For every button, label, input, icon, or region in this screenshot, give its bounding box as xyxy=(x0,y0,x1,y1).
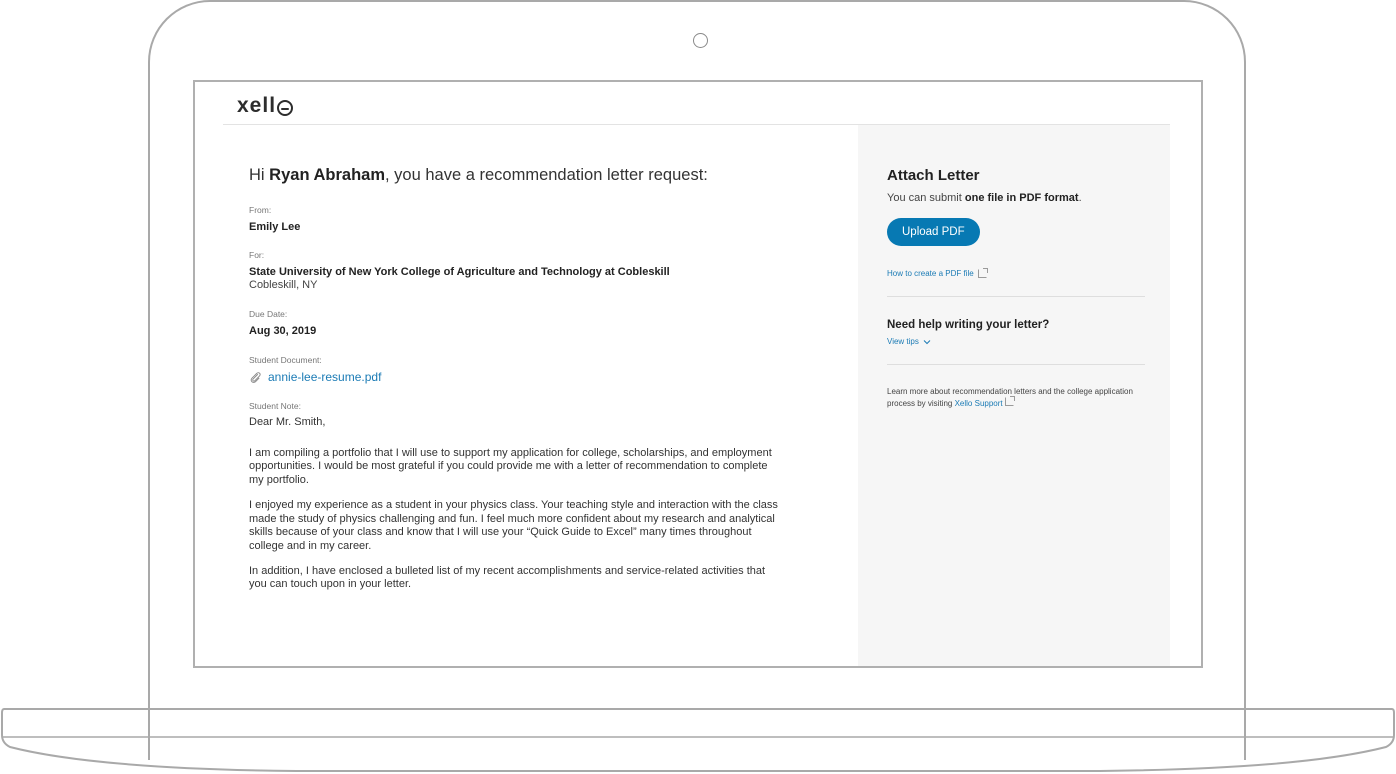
view-tips-toggle[interactable]: View tips xyxy=(887,337,1145,346)
help-title: Need help writing your letter? xyxy=(887,319,1050,331)
for-location: Cobleskill, NY xyxy=(249,279,318,291)
camera-icon xyxy=(693,33,708,48)
app-screen xyxy=(193,80,1203,668)
xello-logo[interactable]: xell xyxy=(237,94,293,118)
note-paragraph: I am compiling a portfolio that I will use to support my application for college, scholarships, and employment opportunities. I would be most grateful if you could provide me with a letter of recommendation to complete my portfolio. xyxy=(249,446,772,487)
student-note-label: Student Note: xyxy=(249,401,301,411)
learn-more-text: Learn more about recommendation letters and the college application process by visiting Xello Support xyxy=(887,387,1133,408)
note-paragraph: I enjoyed my experience as a student in your physics class. Your teaching style and interaction with the class made the study of physics challenging and fun. I feel much more confident about my research and analytical skills because of your class and know that I will use your “Quick Guide to Excel” many times throughout college and in my career. xyxy=(249,498,778,552)
laptop-base xyxy=(0,707,1396,773)
attach-description: You can submit one file in PDF format. xyxy=(887,192,1082,204)
upload-pdf-button[interactable]: Upload PDF xyxy=(887,218,980,246)
how-to-create-pdf-link[interactable]: How to create a PDF file xyxy=(887,269,1145,278)
external-link-icon xyxy=(978,269,987,278)
divider xyxy=(887,296,1145,297)
external-link-icon xyxy=(1005,397,1014,406)
note-paragraph: In addition, I have enclosed a bulleted list of my recent accomplishments and service-related activities that you can touch upon in your letter. xyxy=(249,564,766,591)
attach-title: Attach Letter xyxy=(887,167,980,184)
due-date-label: Due Date: xyxy=(249,309,288,319)
note-paragraph: Dear Mr. Smith, xyxy=(249,416,326,428)
due-date-value: Aug 30, 2019 xyxy=(249,325,317,337)
from-value: Emily Lee xyxy=(249,221,301,233)
xello-support-link[interactable]: Xello Support xyxy=(954,399,1003,408)
chevron-down-icon xyxy=(923,339,931,345)
logo-o-icon xyxy=(277,100,293,116)
greeting: Hi Ryan Abraham, you have a recommendation letter request: xyxy=(249,166,708,184)
attach-panel xyxy=(858,125,1170,668)
divider xyxy=(887,364,1145,365)
student-document-link[interactable]: annie-lee-resume.pdf xyxy=(249,370,779,384)
student-note xyxy=(249,416,779,592)
paperclip-icon xyxy=(249,371,262,384)
for-value: State University of New York College of Agriculture and Technology at Cobleskill xyxy=(249,266,670,278)
from-label: From: xyxy=(249,205,272,215)
for-label: For: xyxy=(249,250,265,260)
request-details xyxy=(249,166,779,603)
student-document-label: Student Document: xyxy=(249,355,322,365)
top-bar xyxy=(223,82,1170,125)
